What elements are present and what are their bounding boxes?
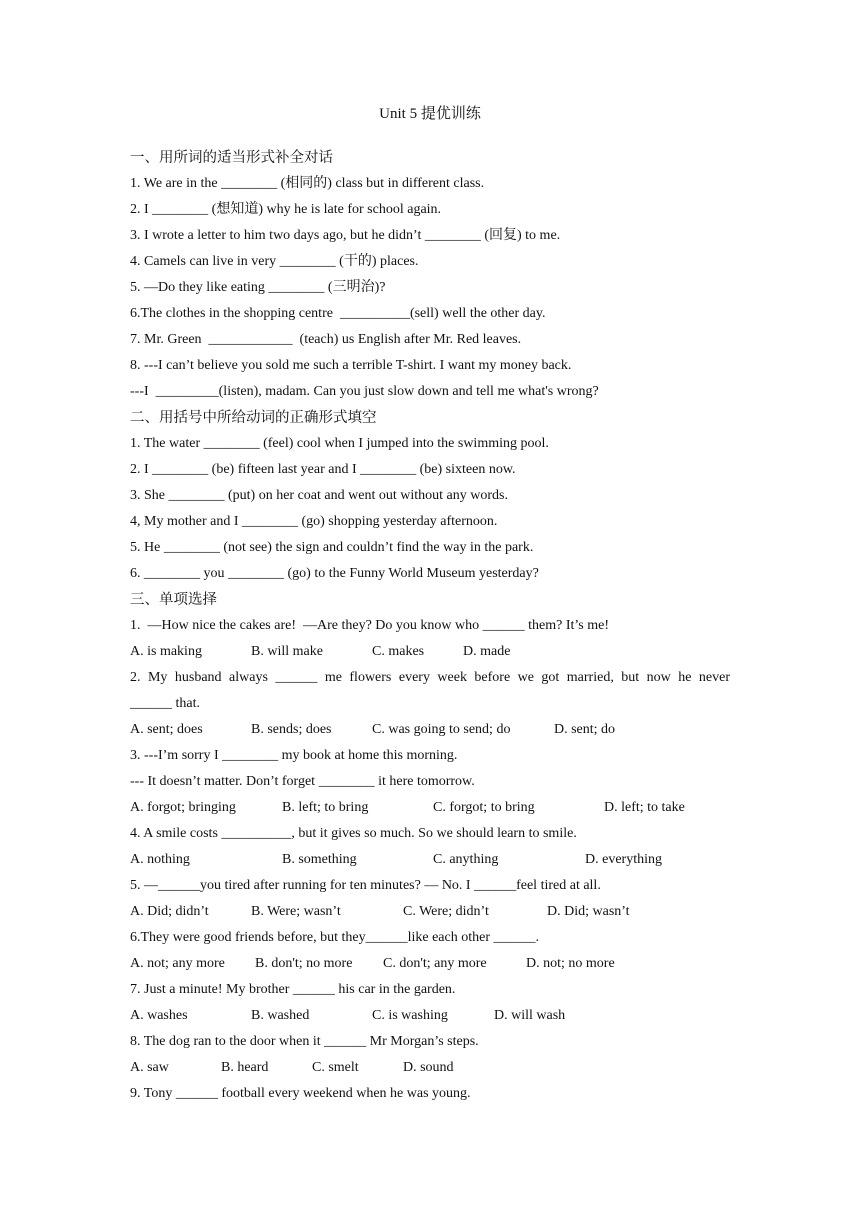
question-line: 1. —How nice the cakes are! —Are they? Do you know who ______ them? It’s me! [130, 618, 609, 633]
answer-options [130, 717, 730, 743]
question-line: --- It doesn’t matter. Don’t forget ________ it here tomorrow. [130, 774, 475, 789]
answer-options [130, 1055, 730, 1081]
question-line: 5. —Do they like eating ________ (三明治)? [130, 280, 386, 295]
option-b: B. left; to bring [282, 800, 369, 815]
question-line: 2. My husband always ______ me flowers every week before we got married, but now he never [130, 670, 730, 685]
answer-options [130, 899, 730, 925]
question-line: 6.They were good friends before, but they______like each other ______. [130, 930, 539, 945]
option-d: D. Did; wasn’t [547, 904, 630, 919]
question-line: 1. The water ________ (feel) cool when I jumped into the swimming pool. [130, 436, 549, 451]
option-b: B. something [282, 852, 357, 867]
answer-options [130, 795, 730, 821]
question-line: 3. I wrote a letter to him two days ago, but he didn’t ________ (回复) to me. [130, 228, 561, 243]
question-line: 8. The dog ran to the door when it ______ Mr Morgan’s steps. [130, 1034, 479, 1049]
question-line: 1. We are in the ________ (相同的) class but in different class. [130, 176, 485, 191]
question-line: 6.The clothes in the shopping centre __________(sell) well the other day. [130, 306, 546, 321]
option-b: B. heard [221, 1060, 269, 1075]
option-b: B. Were; wasn’t [251, 904, 341, 919]
section-heading-2: 二、用括号中所给动词的正确形式填空 [130, 410, 377, 426]
answer-options [130, 639, 730, 665]
answer-options [130, 1003, 730, 1029]
option-d: D. made [463, 644, 511, 659]
question-line: 8. ---I can’t believe you sold me such a terrible T-shirt. I want my money back. [130, 358, 572, 373]
document-title: Unit 5 提优训练 [379, 106, 481, 122]
option-a: A. saw [130, 1060, 169, 1075]
question-line: 2. I ________ (想知道) why he is late for school again. [130, 202, 442, 217]
option-b: B. sends; does [251, 722, 332, 737]
question-line: 7. Just a minute! My brother ______ his car in the garden. [130, 982, 456, 997]
question-line: 6. ________ you ________ (go) to the Funny World Museum yesterday? [130, 566, 539, 581]
option-a: A. Did; didn’t [130, 904, 209, 919]
option-b: B. will make [251, 644, 323, 659]
option-a: A. not; any more [130, 956, 225, 971]
question-line: 5. —______you tired after running for ten minutes? — No. I ______feel tired at all. [130, 878, 601, 893]
question-line: 4. A smile costs __________, but it gives so much. So we should learn to smile. [130, 826, 577, 841]
option-c: C. don't; any more [383, 956, 487, 971]
section-heading-1: 一、用所词的适当形式补全对话 [130, 150, 333, 166]
option-c: C. forgot; to bring [433, 800, 535, 815]
question-line: 7. Mr. Green ____________ (teach) us English after Mr. Red leaves. [130, 332, 522, 347]
option-a: A. forgot; bringing [130, 800, 236, 815]
option-c: C. anything [433, 852, 499, 867]
option-b: B. washed [251, 1008, 310, 1023]
answer-options [130, 951, 730, 977]
question-line: 9. Tony ______ football every weekend when he was young. [130, 1086, 471, 1101]
option-d: D. will wash [494, 1008, 566, 1023]
answer-options [130, 847, 730, 873]
question-line: ---I _________(listen), madam. Can you just slow down and tell me what's wrong? [130, 384, 599, 399]
question-line: 3. She ________ (put) on her coat and went out without any words. [130, 488, 508, 503]
question-line: 3. ---I’m sorry I ________ my book at home this morning. [130, 748, 458, 763]
question-line: 2. I ________ (be) fifteen last year and I ________ (be) sixteen now. [130, 462, 516, 477]
question-line: 4. Camels can live in very ________ (干的) places. [130, 254, 419, 269]
option-d: D. left; to take [604, 800, 685, 815]
option-a: A. washes [130, 1008, 188, 1023]
option-a: A. sent; does [130, 722, 203, 737]
option-b: B. don't; no more [255, 956, 353, 971]
option-a: A. nothing [130, 852, 190, 867]
question-line: 5. He ________ (not see) the sign and couldn’t find the way in the park. [130, 540, 534, 555]
document-content [130, 145, 730, 1107]
question-line: ______ that. [130, 696, 200, 711]
option-d: D. everything [585, 852, 662, 867]
option-d: D. not; no more [526, 956, 615, 971]
option-c: C. was going to send; do [372, 722, 511, 737]
question-line: 4, My mother and I ________ (go) shopping yesterday afternoon. [130, 514, 498, 529]
option-c: C. Were; didn’t [403, 904, 489, 919]
section-heading-3: 三、单项选择 [130, 592, 217, 608]
option-c: C. smelt [312, 1060, 359, 1075]
option-d: D. sound [403, 1060, 454, 1075]
option-c: C. makes [372, 644, 425, 659]
option-d: D. sent; do [554, 722, 616, 737]
option-c: C. is washing [372, 1008, 448, 1023]
option-a: A. is making [130, 644, 202, 659]
